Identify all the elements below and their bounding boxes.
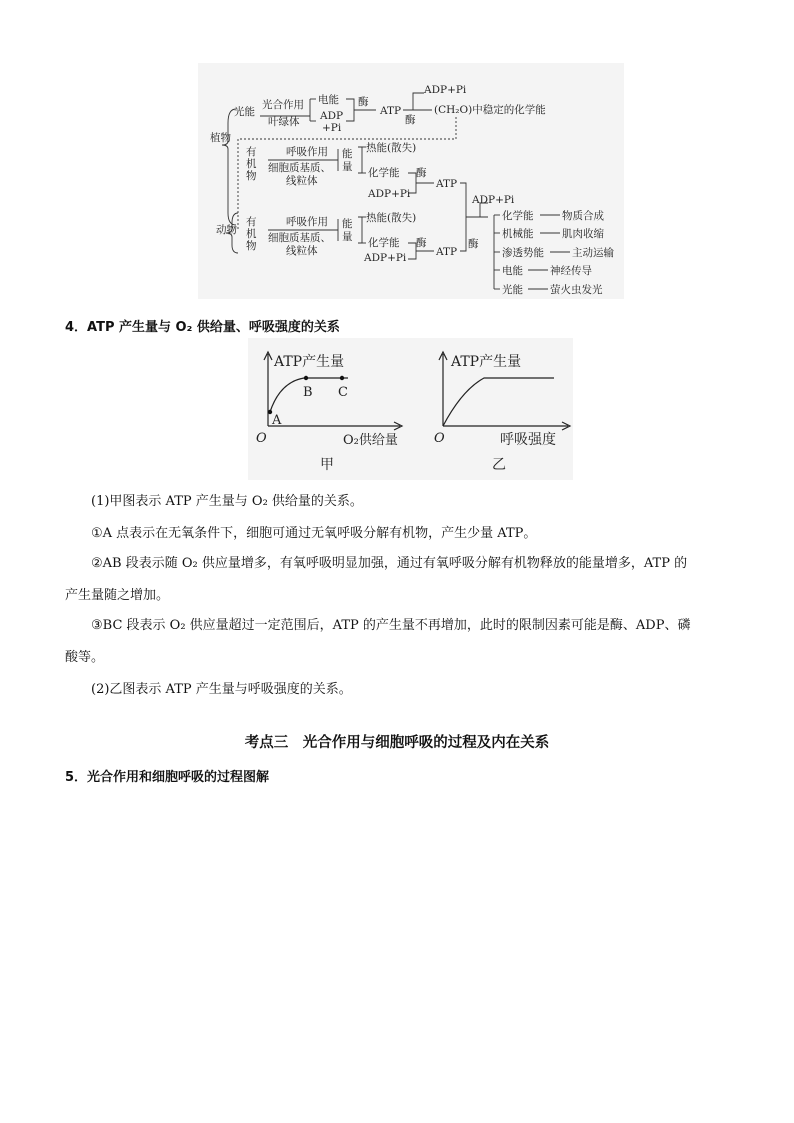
heading-4: 4．ATP 产生量与 O₂ 供给量、呼吸强度的关系 bbox=[65, 320, 340, 335]
organic-1b: 机 bbox=[246, 158, 257, 170]
cyto-1a: 细胞质基质、 bbox=[268, 162, 331, 174]
enzyme-label-5: 酶 bbox=[468, 238, 479, 250]
use-form-0: 化学能 bbox=[502, 210, 534, 222]
cyto-1b: 线粒体 bbox=[286, 175, 318, 187]
left-caption: 甲 bbox=[320, 457, 334, 473]
electric-energy: 电能 bbox=[318, 94, 339, 106]
section-title: 考点三 光合作用与细胞呼吸的过程及内在关系 bbox=[244, 735, 550, 751]
chem-energy-2: 化学能 bbox=[368, 237, 400, 249]
para-1: (1)甲图表示 ATP 产生量与 O₂ 供给量的关系。 bbox=[91, 494, 363, 509]
energy-2b: 量 bbox=[342, 231, 353, 243]
organic-2b: 机 bbox=[246, 228, 257, 240]
atp-graphs bbox=[248, 338, 573, 480]
heading-5: 5．光合作用和细胞呼吸的过程图解 bbox=[65, 770, 270, 785]
left-ylabel: ATP产生量 bbox=[274, 354, 345, 370]
atp-label-2: ATP bbox=[436, 178, 458, 190]
photosynthesis-label: 光合作用 bbox=[262, 99, 304, 111]
adp-pi-label-1: ADP+Pi bbox=[424, 84, 467, 96]
right-caption: 乙 bbox=[492, 457, 506, 473]
para-4a: ③BC 段表示 O₂ 供应量超过一定范围后，ATP 的产生量不再增加，此时的限制因素可能是酶、ADP、磷 bbox=[91, 618, 691, 633]
adp-label: ADP bbox=[320, 110, 344, 122]
label-b: B bbox=[303, 385, 313, 400]
atp-label-3: ATP bbox=[436, 246, 458, 258]
cyto-2a: 细胞质基质、 bbox=[268, 232, 331, 244]
para-5: (2)乙图表示 ATP 产生量与呼吸强度的关系。 bbox=[91, 682, 352, 697]
organic-1c: 物 bbox=[246, 170, 257, 182]
use-2: 主动运输 bbox=[572, 247, 614, 259]
use-3: 神经传导 bbox=[550, 265, 592, 277]
chloroplast-label: 叶绿体 bbox=[268, 116, 300, 128]
label-c: C bbox=[338, 385, 348, 400]
enzyme-label-3: 酶 bbox=[416, 167, 427, 179]
ch2o-stable-label: (CH₂O)中稳定的化学能 bbox=[434, 104, 546, 116]
adp-pi-label-2: ADP+Pi bbox=[368, 188, 411, 200]
cyto-2b: 线粒体 bbox=[286, 245, 318, 257]
adp-pi-label-3: ADP+Pi bbox=[364, 252, 407, 264]
use-form-2: 渗透势能 bbox=[502, 247, 544, 259]
energy-1a: 能 bbox=[342, 148, 353, 160]
use-4: 萤火虫发光 bbox=[550, 284, 603, 296]
right-origin: O bbox=[434, 431, 445, 446]
respiration-1: 呼吸作用 bbox=[286, 146, 328, 158]
light-energy: 光能 bbox=[234, 106, 255, 118]
use-form-4: 光能 bbox=[502, 284, 523, 296]
pi-label: +Pi bbox=[322, 122, 342, 134]
left-origin: O bbox=[256, 431, 267, 446]
label-a: A bbox=[272, 413, 282, 428]
heat-lost-1: 热能(散失) bbox=[366, 142, 417, 154]
point-b bbox=[304, 376, 308, 380]
use-form-3: 电能 bbox=[502, 265, 523, 277]
atp-graphs-svg bbox=[248, 338, 573, 480]
right-xlabel: 呼吸强度 bbox=[500, 432, 556, 448]
energy-2a: 能 bbox=[342, 218, 353, 230]
right-ylabel: ATP产生量 bbox=[451, 354, 522, 370]
para-3b: 产生量随之增加。 bbox=[65, 588, 170, 603]
enzyme-label-2: 酶 bbox=[405, 114, 416, 126]
use-form-1: 机械能 bbox=[502, 228, 534, 240]
para-4b: 酸等。 bbox=[65, 650, 105, 665]
left-xlabel: O₂供给量 bbox=[343, 433, 398, 448]
organic-2c: 物 bbox=[246, 240, 257, 252]
respiration-2: 呼吸作用 bbox=[286, 216, 328, 228]
use-1: 肌肉收缩 bbox=[562, 228, 604, 240]
para-3a: ②AB 段表示随 O₂ 供应量增多，有氧呼吸明显加强，通过有氧呼吸分解有机物释放的能量增多，ATP 的 bbox=[91, 556, 688, 571]
atp-label-1: ATP bbox=[380, 105, 402, 117]
adp-pi-label-4: ADP+Pi bbox=[472, 194, 515, 206]
para-2: ①A 点表示在无氧条件下，细胞可通过无氧呼吸分解有机物，产生少量 ATP。 bbox=[91, 526, 537, 541]
right-curve bbox=[443, 378, 554, 426]
use-0: 物质合成 bbox=[562, 210, 604, 222]
energy-flow-diagram bbox=[198, 63, 624, 299]
enzyme-label-1: 酶 bbox=[358, 96, 369, 108]
energy-flow-svg bbox=[198, 63, 624, 299]
plant-label: 植物 bbox=[210, 132, 231, 144]
animal-label: 动物 bbox=[216, 224, 237, 236]
point-c bbox=[340, 376, 344, 380]
enzyme-label-4: 酶 bbox=[416, 237, 427, 249]
heat-lost-2: 热能(散失) bbox=[366, 212, 417, 224]
energy-1b: 量 bbox=[342, 161, 353, 173]
chem-energy-1: 化学能 bbox=[368, 167, 400, 179]
organic-2a: 有 bbox=[246, 216, 257, 228]
organic-1a: 有 bbox=[246, 146, 257, 158]
